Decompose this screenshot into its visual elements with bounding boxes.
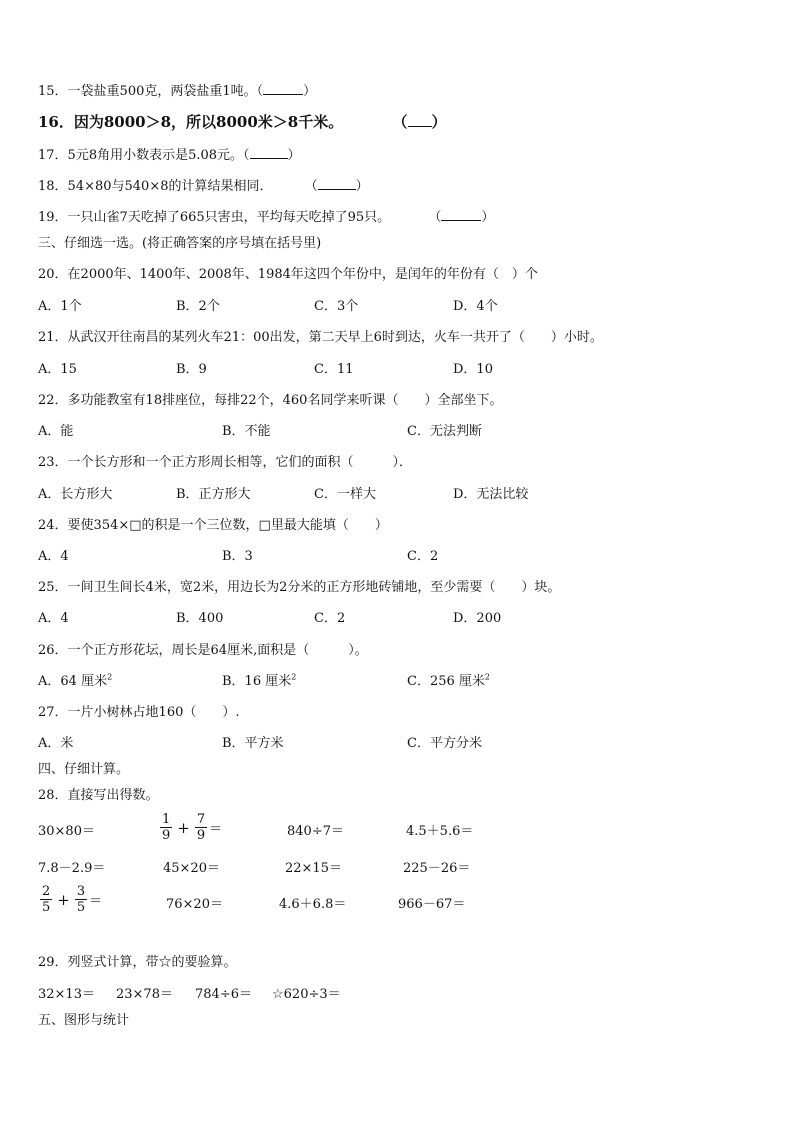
question-22-stem: 22．多功能教室有18排座位，每排22个，460名同学来听课（ ）全部坐下。 — [38, 393, 503, 408]
answer-blank[interactable] — [408, 114, 432, 127]
fraction — [195, 812, 207, 843]
question-17 — [38, 146, 301, 165]
numerator: 1 — [162, 812, 171, 827]
plus-operator: + — [177, 818, 190, 837]
question-16 — [38, 113, 447, 131]
calc-item: 225－26＝ — [403, 861, 471, 876]
option-a[interactable]: A．15 — [38, 362, 77, 377]
option-a[interactable]: A．4 — [38, 549, 69, 564]
answer-blank[interactable] — [250, 146, 288, 159]
calc-item: 7.8－2.9＝ — [38, 861, 106, 876]
calc-item: 4.5＋5.6＝ — [406, 824, 474, 839]
option-b[interactable]: B．2个 — [176, 299, 220, 314]
question-18 — [38, 177, 369, 196]
option-a[interactable]: A．能 — [38, 424, 74, 439]
fraction — [160, 812, 172, 843]
denominator: 5 — [42, 900, 51, 915]
calc-item: 966－67＝ — [398, 897, 466, 912]
option-c[interactable]: C．2 — [314, 611, 346, 626]
section-3-heading: 三、仔细选一选。(将正确答案的序号填在括号里) — [38, 236, 322, 251]
calc-item: 76×20＝ — [166, 897, 223, 912]
question-text: 16．因为8000＞8，所以8000米＞8千米。 — [38, 113, 344, 131]
option-b[interactable]: B．3 — [222, 549, 253, 564]
option-c[interactable]: C．2 — [407, 549, 439, 564]
option-d[interactable]: D．无法比较 — [453, 487, 529, 502]
close-paren: ） — [303, 84, 317, 99]
numerator: 7 — [196, 812, 206, 827]
answer-blank[interactable] — [441, 208, 481, 221]
denominator: 9 — [162, 828, 171, 843]
superscript: 2 — [291, 672, 297, 682]
option-a[interactable]: A．1个 — [38, 299, 82, 314]
option-c[interactable]: C．11 — [314, 362, 354, 377]
question-text: 15．一袋盐重500克，两袋盐重1吨。（ — [38, 84, 264, 99]
option-a[interactable]: A．米 — [38, 736, 74, 751]
numerator: 2 — [42, 884, 51, 899]
calc-item: 45×20＝ — [163, 861, 220, 876]
question-25-stem: 25．一间卫生间长4米，宽2米，用边长为2分米的正方形地砖铺地，至少需要（ ）块。 — [38, 580, 561, 595]
fraction-expression — [158, 812, 222, 843]
section-4-heading: 四、仔细计算。 — [38, 762, 130, 777]
question-19 — [38, 208, 494, 227]
question-text: 18．54×80与540×8的计算结果相同． — [38, 179, 273, 194]
option-c[interactable]: C．无法判断 — [407, 424, 482, 439]
calc-item: 840÷7＝ — [287, 824, 344, 839]
question-21-stem: 21．从武汉开往南昌的某列火车21：00出发，第二天早上6时到达，火车一共开了（ ）小时。 — [38, 330, 603, 345]
option-d[interactable]: D．10 — [453, 362, 493, 377]
question-15 — [38, 82, 316, 101]
equals: ＝ — [209, 822, 223, 837]
section-5-heading: 五、图形与统计 — [38, 1013, 130, 1028]
option-d[interactable]: D．200 — [453, 611, 502, 626]
option-b[interactable] — [222, 673, 296, 691]
open-paren: （ — [392, 113, 408, 131]
open-paren: （ — [304, 179, 318, 194]
option-b[interactable]: B．400 — [176, 611, 224, 626]
plus-operator: + — [57, 890, 70, 909]
question-24-stem: 24．要使354×□的积是一个三位数，□里最大能填（ ） — [38, 518, 388, 533]
question-29-stem: 29．列竖式计算，带☆的要验算。 — [38, 955, 237, 970]
calc-item: 30×80＝ — [38, 824, 95, 839]
question-text: 17．5元8角用小数表示是5.08元。（ — [38, 148, 250, 163]
question-28-stem: 28．直接写出得数。 — [38, 788, 159, 803]
question-26-stem: 26．一个正方形花坛，周长是64厘米,面积是（ ）。 — [38, 643, 368, 658]
option-c[interactable]: C．平方分米 — [407, 736, 482, 751]
option-b[interactable]: B．不能 — [222, 424, 271, 439]
calc-item: 32×13＝ — [38, 987, 95, 1002]
close-paren: ） — [287, 148, 301, 163]
question-23-stem: 23．一个长方形和一个正方形周长相等，它们的面积（ ）． — [38, 455, 413, 470]
denominator: 9 — [196, 828, 206, 843]
option-c[interactable] — [407, 673, 490, 691]
calc-item: 784÷6＝ — [195, 987, 252, 1002]
option-a[interactable] — [38, 673, 112, 691]
option-b[interactable]: B．9 — [176, 362, 207, 377]
calc-item: 22×15＝ — [285, 861, 342, 876]
option-label: C．256 厘米 — [407, 674, 485, 689]
calc-item: 4.6＋6.8＝ — [279, 897, 347, 912]
option-b[interactable]: B．正方形大 — [176, 487, 251, 502]
question-20-stem: 20．在2000年、1400年、2008年、1984年这四个年份中，是闰年的年份有（ ）个 — [38, 267, 538, 282]
option-a[interactable]: A．长方形大 — [38, 487, 113, 502]
fraction — [75, 884, 87, 915]
option-d[interactable]: D．4个 — [453, 299, 498, 314]
option-b[interactable]: B．平方米 — [222, 736, 284, 751]
open-paren: （ — [428, 210, 442, 225]
calc-item: 23×78＝ — [116, 987, 173, 1002]
option-c[interactable]: C．3个 — [314, 299, 359, 314]
option-label: A．64 厘米 — [38, 674, 108, 689]
option-label: B．16 厘米 — [222, 674, 292, 689]
numerator: 3 — [76, 884, 86, 899]
close-paren: ） — [431, 113, 447, 131]
option-c[interactable]: C．一样大 — [314, 487, 376, 502]
fraction-expression — [38, 884, 102, 915]
superscript: 2 — [484, 672, 490, 682]
option-a[interactable]: A．4 — [38, 611, 69, 626]
equals: ＝ — [89, 894, 103, 909]
answer-blank[interactable] — [263, 82, 303, 95]
superscript: 2 — [107, 672, 113, 682]
answer-blank[interactable] — [318, 177, 356, 190]
question-27-stem: 27．一片小树林占地160（ ）. — [38, 705, 240, 720]
fraction — [40, 884, 52, 915]
calc-item: ☆620÷3＝ — [272, 987, 341, 1002]
denominator: 5 — [76, 900, 86, 915]
close-paren: ） — [355, 179, 369, 194]
close-paren: ） — [481, 210, 495, 225]
question-text: 19．一只山雀7天吃掉了665只害虫，平均每天吃掉了95只。 — [38, 210, 391, 225]
